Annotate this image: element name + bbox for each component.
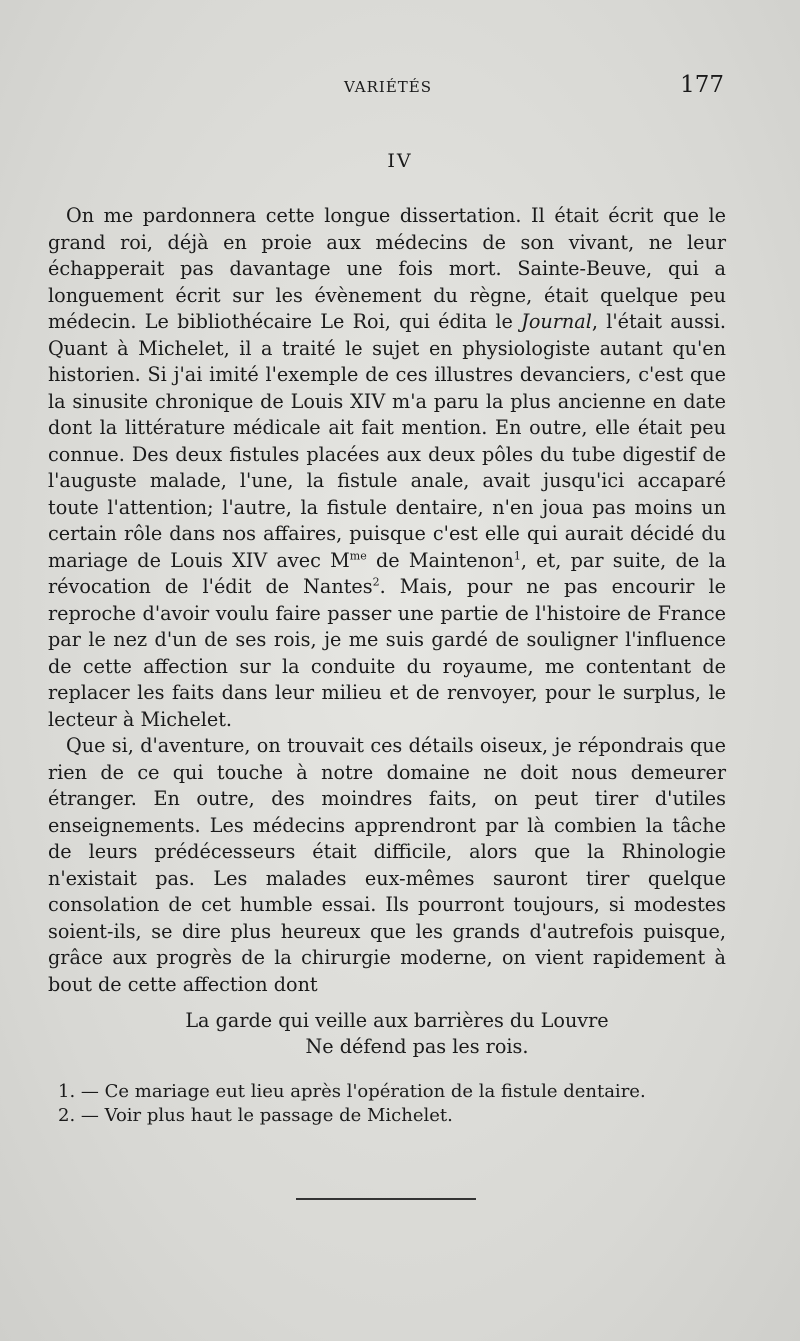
paragraph-2: Que si, d'aventure, on trouvait ces détails oiseux, je répondrais que rien de ce qui touche à notre domaine ne doit nous demeurer étranger. En outre, des moindres faits, on peut tirer d'utiles enseignements. Les médecins apprendront par là combien la tâche de leurs prédécesseurs était difficile, alors que la Rhinologie n'existait pas. Les malades eux-mêmes sauront tirer quelque consolation de cet humble essai. Ils pourront toujours, si modestes soient-ils, se dire plus heureux que les grands d'autrefois puisque, grâce aux progrès de la chirurgie moderne, on vient rapidement à bout de cette affection dont	[48, 734, 726, 996]
paragraph-1-part-3: de Maintenon	[366, 548, 514, 572]
page-number: 177	[680, 72, 724, 98]
section-number: IV	[387, 150, 413, 172]
body-text	[48, 203, 726, 1128]
footnote-ref-2: 2	[372, 575, 380, 589]
paragraph-1	[48, 203, 726, 733]
verse-line-1: La garde qui veille aux barrières du Louvre	[185, 1009, 609, 1032]
journal-title: Journal	[521, 310, 592, 333]
paragraph-1-part-4: , et, par suite, de la révocation de l'édit de Nantes	[48, 548, 727, 598]
paragraph-1-part-2: , l'était aussi. Quant à Michelet, il a traité le sujet en physiologiste autant qu'en historien. Si j'ai imité l'exemple de ces illustres devanciers, c'est que la sinusite chronique de Louis XIV m'a paru la plus ancienne en date dont la littérature médicale ait fait mention. En outre, elle était peu connue. Des deux fistules placées aux deux pôles du tube digestif de l'auguste malade, l'une, la fistule anale, avait jusqu'ici accaparé toute l'attention; l'autre, la fistule dentaire, n'en joua pas moins un certain rôle dans nos affaires, puisque c'est elle qui aurait décidé du mariage de Louis XIV avec	[48, 310, 726, 572]
running-title: VARIÉTÉS	[343, 78, 433, 96]
verse-quote	[48, 1008, 726, 1060]
madame-abbrev-sup: me	[349, 549, 367, 563]
paragraph-1-part-1: On me pardonnera cette longue dissertation. Il était écrit que le grand roi, déjà en proie aux médecins de son vivant, ne leur échapperait pas davantage une fois mort. Sainte-Beuve, qui a longuement écrit sur les évènement du règne, était quelque peu médecin. Le bibliothécaire Le Roi, qui édita le	[48, 204, 726, 333]
paragraph-1-part-5: . Mais, pour ne pas encourir le reproche d'avoir voulu faire passer une partie de l'histoire de France par le nez d'un de ses rois, je me suis gardé de souligner l'influence de cette affection sur la conduite du royaume, me contentant de replacer les faits dans leur milieu et de renvoyer, pour le surplus, le lecteur à Michelet.	[48, 575, 726, 731]
footnote-2: 2. — Voir plus haut le passage de Michelet.	[58, 1105, 453, 1126]
footnotes	[48, 1080, 726, 1128]
footnote-1: 1. — Ce mariage eut lieu après l'opération de la fistule dentaire.	[58, 1081, 646, 1102]
end-rule	[296, 1198, 476, 1200]
page-header	[52, 72, 724, 102]
verse-line-2: Ne défend pas les rois.	[305, 1035, 529, 1058]
footnote-ref-1: 1	[513, 549, 521, 563]
madame-abbrev: M	[330, 548, 350, 572]
